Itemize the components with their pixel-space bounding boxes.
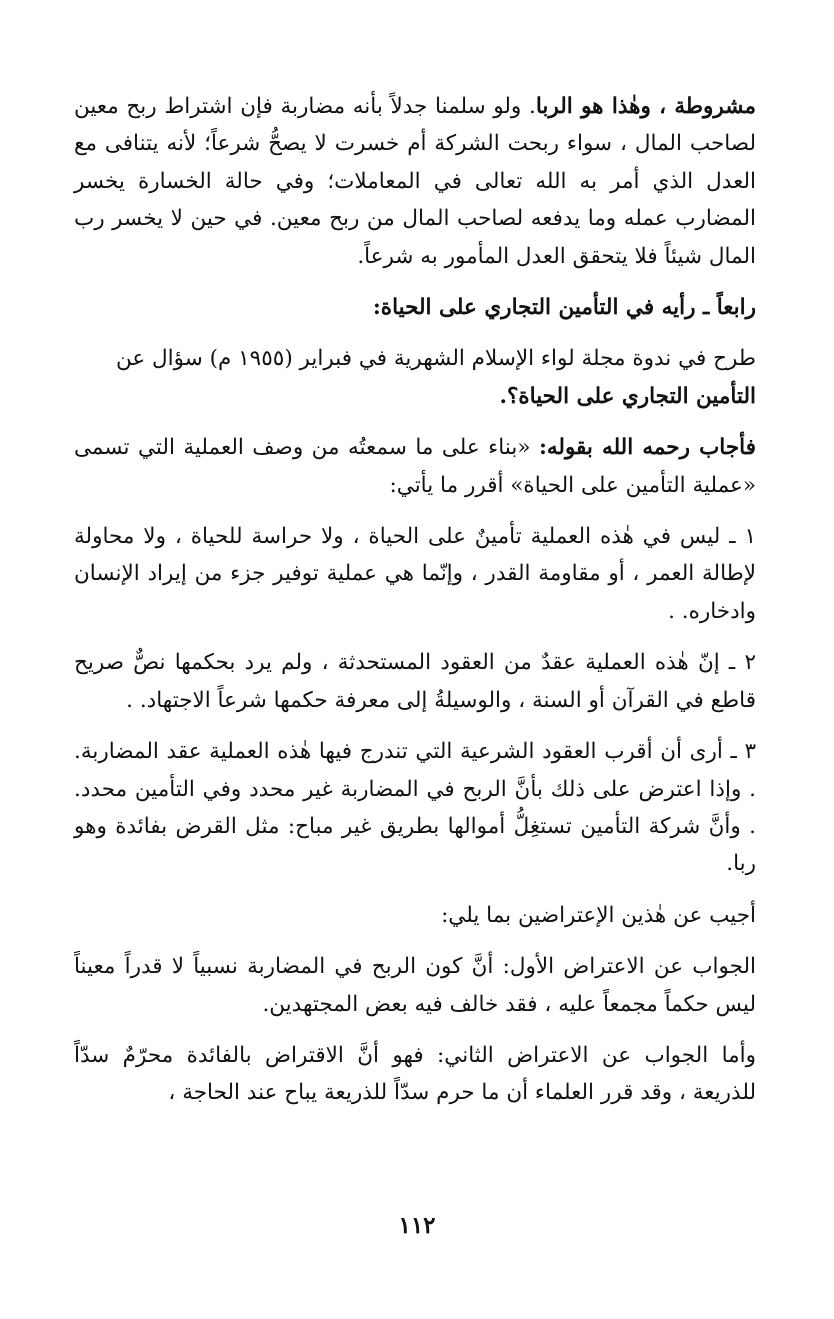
- paragraph-riba-conditions: [74, 88, 756, 275]
- bold-lead-text: مشروطة ، وهٰذا هو الربا: [535, 94, 756, 119]
- page-body: [74, 88, 756, 1126]
- numbered-point-1: ١ ـ ليس في هٰذه العملية تأمينٌ على الحياة ، ولا حراسة للحياة ، ولا محاولة لإطالة العمر ، أو مقاومة القدر ، وإنّما هي عملية توفير جزء من إيراد الإنسان وادخاره. .: [74, 524, 756, 624]
- bold-question-text: التأمين التجاري على الحياة؟.: [499, 383, 756, 409]
- paragraph-text: طرح في ندوة مجلة لواء الإسلام الشهرية في فبراير (١٩٥٥ م) سؤال عن: [116, 346, 756, 372]
- paragraph-objections-intro: أجيب عن هٰذين الإعتراضين بما يلي:: [441, 902, 756, 928]
- page-number: ١١٢: [398, 1212, 436, 1239]
- section-heading-life-insurance: رابعاً ـ رأيه في التأمين التجاري على الحياة:: [372, 295, 756, 321]
- bold-lead-text: فأجاب رحمه الله بقوله:: [538, 435, 756, 461]
- paragraph-second-objection-answer: وأما الجواب عن الاعتراض الثاني: فهو أنَّ الاقتراض بالفائدة محرّمٌ سدّاً للذريعة ، وقد قرر العلماء أن ما حرم سدّاً للذريعة يباح عند الحاجة ،: [74, 1042, 756, 1106]
- paragraph-text: «بناء على ما سمعتُه من وصف العملية التي تسمى «عملية التأمين على الحياة» أقرر ما يأتي:: [74, 435, 756, 498]
- paragraph-first-objection-answer: الجواب عن الاعتراض الأول: أنَّ كون الربح في المضاربة نسبياً لا قدراً معيناً ليس حكماً مجمعاً عليه ، فقد خالف فيه بعض المجتهدين.: [74, 954, 756, 1017]
- numbered-point-3: ٣ ـ أرى أن أقرب العقود الشرعية التي تندرج فيها هٰذه العملية عقد المضاربة. . وإذا اعترض على ذلك بأنَّ الربح في المضاربة غير محدد وفي التأمين محدد. . وأنَّ شركة التأمين تستغِلُّ أموالها بطريق غير مباح: مثل القرض بفائدة وهو ربا.: [74, 739, 756, 877]
- paragraph-seminar-question: [74, 340, 756, 415]
- numbered-point-2: ٢ ـ إنّ هٰذه العملية عقدٌ من العقود المستحدثة ، ولم يرد بحكمها نصٌّ صريح قاطع في القرآن أو السنة ، والوسيلةُ إلى معرفة حكمها شرعاً الاجتهاد. .: [74, 650, 756, 713]
- paragraph-answer-intro: [74, 429, 756, 504]
- paragraph-text: . ولو سلمنا جدلاً بأنه مضاربة فإن اشتراط ربح معين لصاحب المال ، سواء ربحت الشركة أم خسرت لا يصحُّ شرعاً؛ لأنه يتنافى مع العدل الذي أمر به الله تعالى في المعاملات؛ وفي حالة الخسارة يخسر المضارب عمله وما يدفعه لصاحب المال من ربح معين. في حين لا يخسر رب المال شيئاً فلا يتحقق العدل المأمور به شرعاً.: [74, 94, 756, 269]
